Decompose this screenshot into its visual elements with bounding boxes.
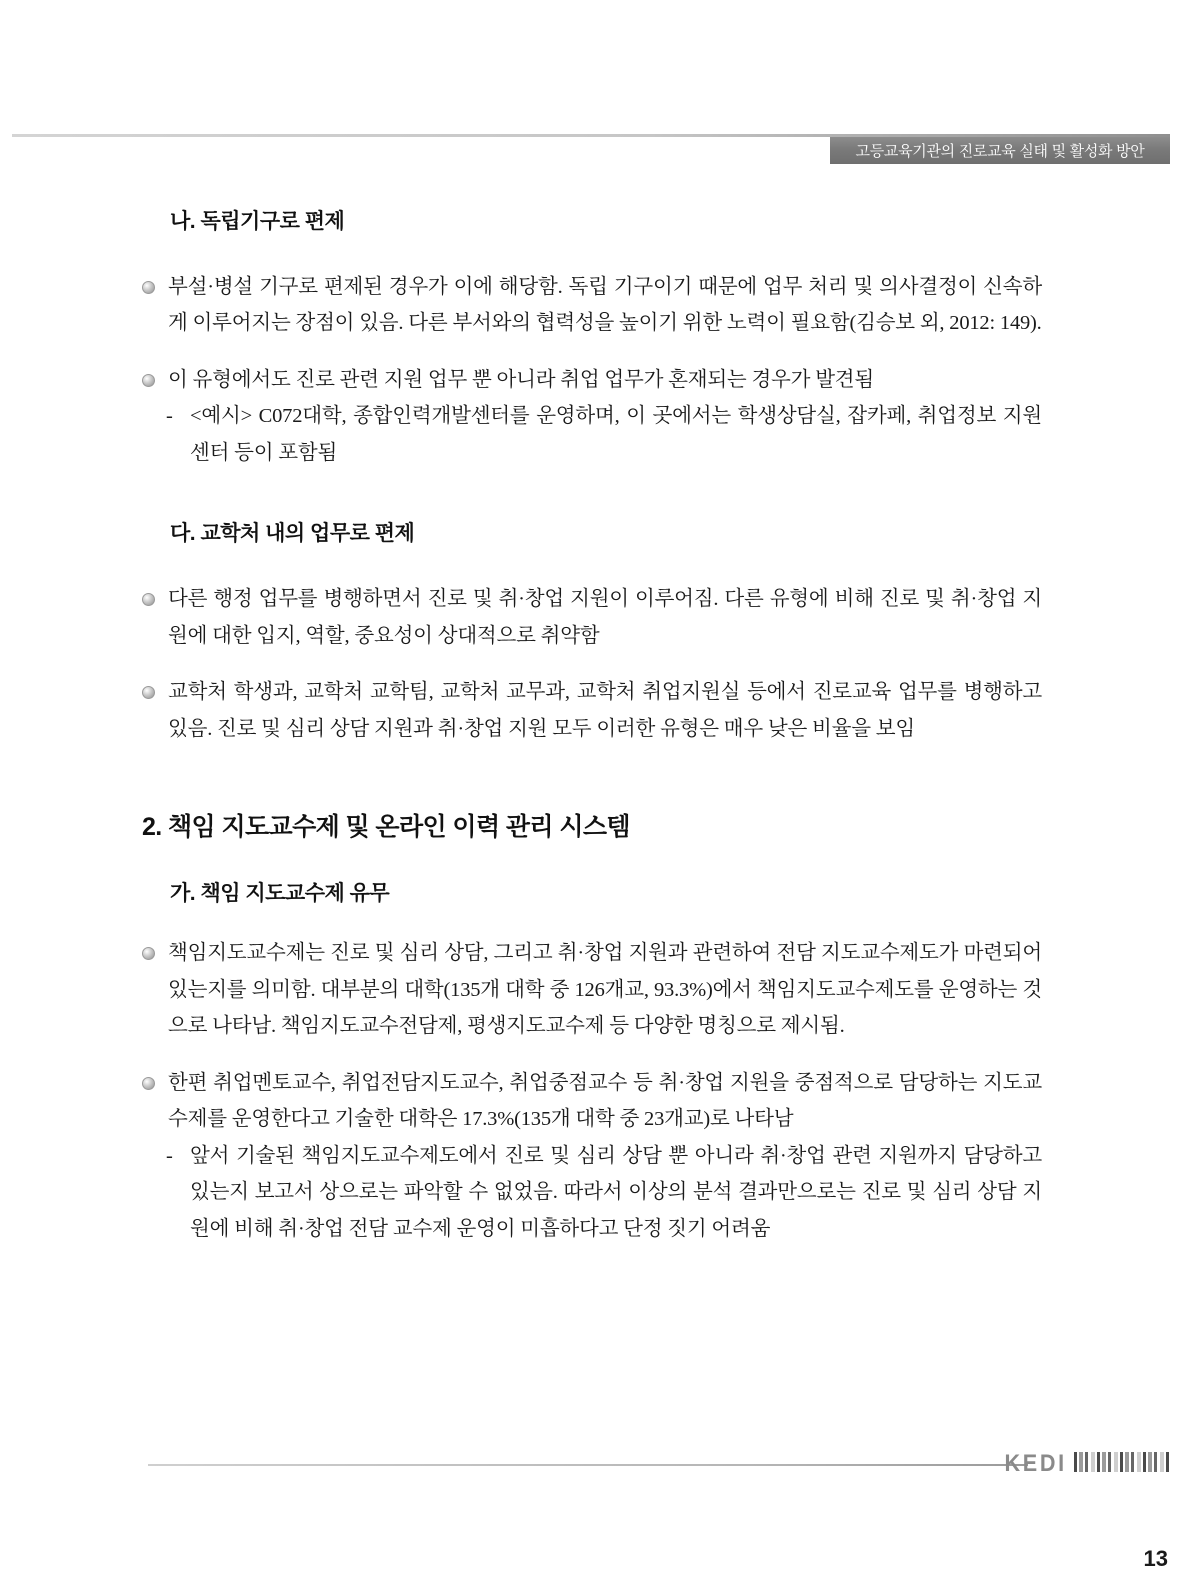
spacer: [142, 1045, 1042, 1065]
spacer: [142, 843, 1042, 877]
footer-divider: [148, 1464, 1028, 1466]
bullet-ga-1: [142, 935, 1042, 1044]
bullet-da-2-text: 교학처 학생과, 교학처 교학팀, 교학처 교무과, 교학처 취업지원실 등에서 진로교육 업무를 병행하고 있음. 진로 및 심리 상담 지원과 취·창업 지원 모두 이러한 유형은 매우 낮은 비율을 보임: [168, 681, 1042, 740]
bullet-dot-icon: [142, 947, 155, 960]
spacer: [142, 547, 1042, 581]
spacer: [142, 471, 1042, 517]
bullet-dot-icon: [142, 374, 155, 387]
page-number: 13: [1143, 1546, 1168, 1571]
dash-mark: -: [166, 405, 173, 428]
bullet-na-1-text: 부설·병설 기구로 편제된 경우가 이에 해당함. 독립 기구이기 때문에 업무 처리 및 의사결정이 신속하게 이루어지는 장점이 있음. 다른 부서와의 협력성을 높이기 위한 노력이 필요함(김승보 외, 2012: 149).: [168, 276, 1042, 335]
bullet-dot-icon: [142, 593, 155, 606]
dash-ga-2-1-text: 앞서 기술된 책임지도교수제도에서 진로 및 심리 상담 뿐 아니라 취·창업 관련 지원까지 담당하고 있는지 보고서 상으로는 파악할 수 없었음. 따라서 이상의 분석 결과만으로는 진로 및 심리 상담 지원에 비해 취·창업 전담 교수제 운영이 미흡하다고 단정 짓기 어려움: [190, 1144, 1042, 1240]
running-title-tab: [830, 137, 1170, 164]
spacer: [142, 342, 1042, 362]
spacer: [142, 235, 1042, 269]
kedi-logo: KEDI: [1004, 1450, 1067, 1477]
spacer: [142, 654, 1042, 674]
bullet-ga-1-text: 책임지도교수제는 진로 및 심리 상담, 그리고 취·창업 지원과 관련하여 전담 지도교수제도가 마련되어 있는지를 의미함. 대부분의 대학(135개 대학 중 126개교, 93.3%)에서 책임지도교수제도를 운영하는 것으로 나타남. 책임지도교수전담제, 평생지도교수제 등 다양한 명칭으로 제시됨.: [168, 942, 1042, 1038]
bullet-da-2: [142, 674, 1042, 747]
bullet-ga-2: [142, 1065, 1042, 1138]
dash-mark: -: [166, 1144, 173, 1167]
dash-na-2-1-text: <예시> C072대학, 종합인력개발센터를 운영하며, 이 곳에서는 학생상담실, 잡카페, 취업정보 지원센터 등이 포함됨: [190, 405, 1042, 464]
bullet-da-1: [142, 581, 1042, 654]
bullet-na-1: [142, 269, 1042, 342]
heading-na: 나. 독립기구로 편제: [170, 210, 345, 233]
spacer: [142, 907, 1042, 935]
page-header: [0, 134, 1182, 164]
page-content: [142, 205, 1042, 1247]
bullet-na-2-text: 이 유형에서도 진로 관련 지원 업무 뿐 아니라 취업 업무가 혼재되는 경우가 발견됨: [168, 368, 874, 391]
dash-na-2-1: [164, 398, 1042, 471]
bullet-na-2: [142, 362, 1042, 398]
spacer: [142, 747, 1042, 807]
heading-da: 다. 교학처 내의 업무로 편제: [170, 522, 415, 546]
running-title-text: 고등교육기관의 진로교육 실태 및 활성화 방안: [855, 143, 1145, 160]
decorative-blocks: [1074, 1452, 1170, 1472]
heading-ga: 가. 책임 지도교수제 유무: [170, 882, 390, 906]
heading-section-2: 2. 책임 지도교수제 및 온라인 이력 관리 시스템: [142, 813, 630, 842]
bullet-ga-2-text: 한편 취업멘토교수, 취업전담지도교수, 취업중점교수 등 취·창업 지원을 중점적으로 담당하는 지도교수제를 운영한다고 기술한 대학은 17.3%(135개 대학 중 23개교)로 나타남: [168, 1071, 1042, 1131]
page-footer: [0, 1450, 1182, 1534]
bullet-da-1-text: 다른 행정 업무를 병행하면서 진로 및 취·창업 지원이 이루어짐. 다른 유형에 비해 진로 및 취·창업 지원에 대한 입지, 역할, 중요성이 상대적으로 취약함: [168, 588, 1042, 647]
bullet-dot-icon: [142, 1077, 155, 1090]
bullet-dot-icon: [142, 281, 155, 294]
bullet-dot-icon: [142, 686, 155, 699]
dash-ga-2-1: [164, 1138, 1042, 1247]
